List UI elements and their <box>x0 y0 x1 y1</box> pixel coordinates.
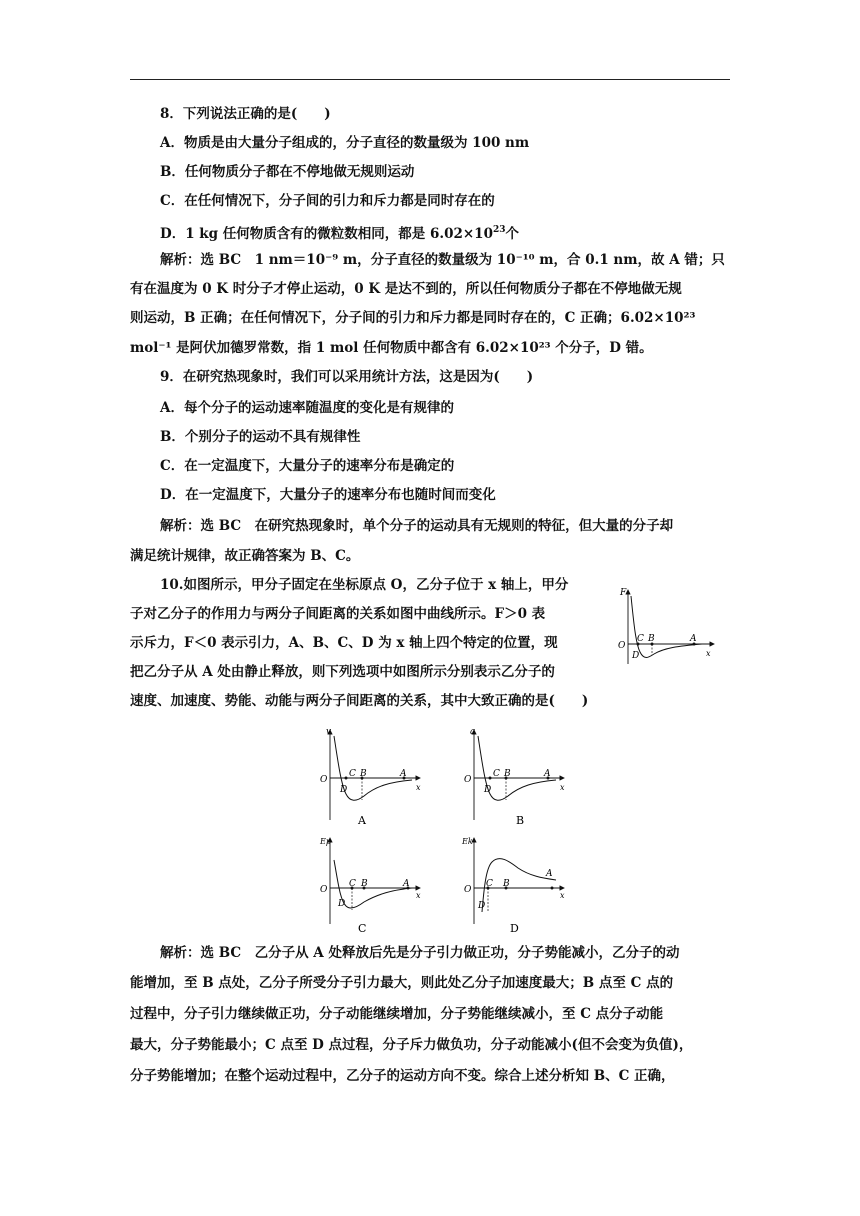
label-b: B <box>504 769 511 779</box>
q9-option-a: A．每个分子的运动速率随温度的变化是有规律的 <box>160 400 454 416</box>
label-c: C <box>486 879 493 889</box>
q10-stem-line-2: 子对乙分子的作用力与两分子间距离的关系如图中曲线所示。F＞0 表 <box>130 606 546 622</box>
label-a: A <box>400 769 407 779</box>
q8-stem: 8．下列说法正确的是( ) <box>160 106 331 122</box>
label-b: B <box>361 879 368 889</box>
kinetic-energy-curve <box>482 859 556 912</box>
q8-option-b: B．任何物质分子都在不停地做无规则运动 <box>160 164 415 180</box>
q8-option-d-unit: 个 <box>505 226 520 242</box>
point-a <box>551 887 554 890</box>
label-a: A <box>544 769 551 779</box>
q8-option-d-exponent: 23 <box>492 225 506 235</box>
q8-option-a: A．物质是由大量分子组成的，分子直径的数量级为 100 nm <box>160 135 530 151</box>
y-axis-label: Ek <box>462 837 473 846</box>
label-c: C <box>637 634 644 644</box>
x-axis-label: x <box>560 783 565 792</box>
q10-explanation-line-1: 解析：选 BC 乙分子从 A 处释放后先是分子引力做正功，分子势能减小，乙分子的动 <box>160 945 680 961</box>
q8-explanation-line-2: 有在温度为 0 K 时分子才停止运动，0 K 是达不到的，所以任何物质分子都在不停地做无规 <box>130 281 682 297</box>
option-a-velocity-graph <box>316 722 426 832</box>
q8-explanation-line-1: 解析：选 BC 1 nm＝10⁻⁹ m，分子直径的数量级为 10⁻¹⁰ m，合 0.1 nm，故 A 错；只 <box>160 252 725 268</box>
y-axis-label: a <box>470 727 476 737</box>
x-axis-label: x <box>416 891 421 900</box>
q10-stem-line-1: 10.如图所示，甲分子固定在坐标原点 O，乙分子位于 x 轴上，甲分 <box>160 577 569 593</box>
x-axis-label: x <box>416 783 421 792</box>
origin-label: O <box>464 885 472 895</box>
force-curve <box>631 596 702 658</box>
label-c: C <box>349 879 356 889</box>
label-a: A <box>690 634 697 644</box>
x-axis-label: x <box>560 891 565 900</box>
label-a: A <box>546 869 553 879</box>
point-c <box>345 777 348 780</box>
force-distance-figure <box>612 586 718 666</box>
q10-stem-line-3: 示斥力，F＜0 表示引力，A、B、C、D 为 x 轴上四个特定的位置，现 <box>130 635 558 651</box>
q10-explanation-line-2: 能增加，至 B 点处，乙分子所受分子引力最大，则此处乙分子加速度最大；B 点至 C 点的 <box>130 975 674 991</box>
q8-option-d <box>160 220 519 244</box>
q9-option-d: D．在一定温度下，大量分子的速率分布也随时间而变化 <box>160 487 496 503</box>
option-c-potential-energy-graph <box>316 832 426 936</box>
label-d: D <box>632 651 640 661</box>
label-d: D <box>340 785 348 795</box>
q9-explanation-line-1: 解析：选 BC 在研究热现象时，单个分子的运动具有无规则的特征，但大量的分子却 <box>160 518 674 534</box>
label-a: A <box>403 879 410 889</box>
q10-stem-line-4: 把乙分子从 A 处由静止释放，则下列选项中如图所示分别表示乙分子的 <box>130 664 555 680</box>
label-c: C <box>349 769 356 779</box>
q10-stem-line-5: 速度、加速度、势能、动能与两分子间距离的关系，其中大致正确的是( ) <box>130 693 589 709</box>
q8-option-d-text: D．1 kg 任何物质含有的微粒数相同，都是 6.02×10 <box>160 226 493 242</box>
y-axis-label: F <box>620 588 627 598</box>
label-d: D <box>338 899 346 909</box>
q9-option-c: C．在一定温度下，大量分子的速率分布是确定的 <box>160 458 455 474</box>
caption-c: C <box>358 922 367 935</box>
q9-option-b: B．个别分子的运动不具有规律性 <box>160 429 361 445</box>
y-axis-label: v <box>326 727 332 737</box>
q9-stem: 9．在研究热现象时，我们可以采用统计方法，这是因为( ) <box>160 369 534 385</box>
header-rule <box>130 79 730 80</box>
q10-explanation-line-4: 最大，分子势能最小；C 点至 D 点过程，分子斥力做负功，分子动能减小(但不会变为负值)， <box>130 1037 693 1053</box>
q8-explanation-line-3: 则运动，B 正确；在任何情况下，分子间的引力和斥力都是同时存在的，C 正确；6.02×10²³ <box>130 310 696 326</box>
option-d-kinetic-energy-graph <box>460 832 570 936</box>
caption-d: D <box>510 922 519 935</box>
q8-option-c: C．在任何情况下，分子间的引力和斥力都是同时存在的 <box>160 193 495 209</box>
point-c <box>489 777 492 780</box>
label-b: B <box>360 769 367 779</box>
caption-b: B <box>516 814 525 827</box>
option-b-acceleration-graph <box>460 722 570 832</box>
origin-label: O <box>320 885 328 895</box>
y-axis-label: Ep <box>320 837 331 846</box>
q10-explanation-line-5: 分子势能增加；在整个运动过程中，乙分子的运动方向不变。综合上述分析知 B、C 正确， <box>130 1068 675 1084</box>
q8-explanation-line-4: mol⁻¹ 是阿伏加德罗常数，指 1 mol 任何物质中都含有 6.02×10²³ 个分子，D 错。 <box>130 340 653 356</box>
x-axis-label: x <box>706 649 711 658</box>
origin-label: O <box>618 641 626 651</box>
origin-label: O <box>464 775 472 785</box>
label-b: B <box>648 634 655 644</box>
label-d: D <box>478 901 486 911</box>
q9-explanation-line-2: 满足统计规律，故正确答案为 B、C。 <box>130 548 360 564</box>
origin-label: O <box>320 775 328 785</box>
caption-a: A <box>358 814 366 827</box>
potential-energy-curve <box>334 860 412 908</box>
label-c: C <box>493 769 500 779</box>
q10-explanation-line-3: 过程中，分子引力继续做正功，分子动能继续增加，分子势能继续减小，至 C 点分子动能 <box>130 1006 664 1022</box>
label-b: B <box>503 879 510 889</box>
label-d: D <box>484 785 492 795</box>
